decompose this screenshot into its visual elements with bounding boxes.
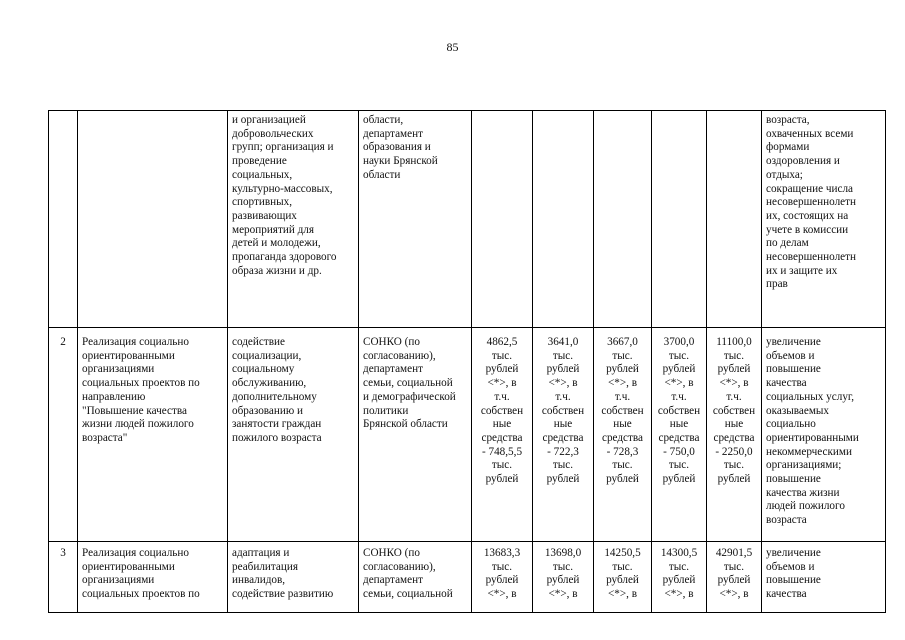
- executor-cell: СОНКО (по согласованию), департамент семьи, социальной и демографической политики Брянской области: [359, 328, 472, 542]
- row-number-cell: 2: [49, 328, 78, 542]
- funding-year3-cell: [594, 111, 652, 328]
- funding-year3-cell: 3667,0 тыс. рублей <*>, в т.ч. собствен ные средства - 728,3 тыс. рублей: [594, 328, 652, 542]
- executor-cell: СОНКО (по согласованию), департамент семьи, социальной: [359, 542, 472, 613]
- row-number-cell: [49, 111, 78, 328]
- table-row: [49, 111, 886, 328]
- expected-result-cell: увеличение объемов и повышение качества: [762, 542, 886, 613]
- activity-cell: адаптация и реабилитация инвалидов, содействие развитию: [228, 542, 359, 613]
- activity-cell: и организацией добровольческих групп; организация и проведение социальных, культурно-массовых, спортивных, развивающих мероприятий для детей и молодежи, пропаганда здорового образа жизни и др.: [228, 111, 359, 328]
- funding-total-cell: 42901,5 тыс. рублей <*>, в: [707, 542, 762, 613]
- page-number: 85: [446, 40, 459, 54]
- measure-name-cell: Реализация социально ориентированными организациями социальных проектов по направлению "Повышение качества жизни людей пожилого возраста": [78, 328, 228, 542]
- funding-year1-cell: [472, 111, 533, 328]
- funding-year1-cell: 13683,3 тыс. рублей <*>, в: [472, 542, 533, 613]
- measure-name-cell: Реализация социально ориентированными организациями социальных проектов по: [78, 542, 228, 613]
- table-row: [49, 542, 886, 613]
- funding-year4-cell: 3700,0 тыс. рублей <*>, в т.ч. собствен ные средства - 750,0 тыс. рублей: [652, 328, 707, 542]
- funding-year2-cell: [533, 111, 594, 328]
- funding-year4-cell: [652, 111, 707, 328]
- program-table: [48, 110, 886, 613]
- funding-year3-cell: 14250,5 тыс. рублей <*>, в: [594, 542, 652, 613]
- funding-year2-cell: 13698,0 тыс. рублей <*>, в: [533, 542, 594, 613]
- table-row: [49, 328, 886, 542]
- expected-result-cell: увеличение объемов и повышение качества социальных услуг, оказываемых социально ориентированными некоммерческими организациями; повышение качества жизни людей пожилого возраста: [762, 328, 886, 542]
- funding-year4-cell: 14300,5 тыс. рублей <*>, в: [652, 542, 707, 613]
- expected-result-cell: возраста, охваченных всеми формами оздоровления и отдыха; сокращение числа несовершеннолетн их, состоящих на учете в комиссии по делам несовершеннолетн их и защите их прав: [762, 111, 886, 328]
- funding-year2-cell: 3641,0 тыс. рублей <*>, в т.ч. собствен ные средства - 722,3 тыс. рублей: [533, 328, 594, 542]
- funding-total-cell: 11100,0 тыс. рублей <*>, в т.ч. собствен ные средства - 2250,0 тыс. рублей: [707, 328, 762, 542]
- measure-name-cell: [78, 111, 228, 328]
- funding-total-cell: [707, 111, 762, 328]
- activity-cell: содействие социализации, социальному обслуживанию, дополнительному образованию и занятости граждан пожилого возраста: [228, 328, 359, 542]
- funding-year1-cell: 4862,5 тыс. рублей <*>, в т.ч. собствен ные средства - 748,5,5 тыс. рублей: [472, 328, 533, 542]
- executor-cell: области, департамент образования и науки Брянской области: [359, 111, 472, 328]
- row-number-cell: 3: [49, 542, 78, 613]
